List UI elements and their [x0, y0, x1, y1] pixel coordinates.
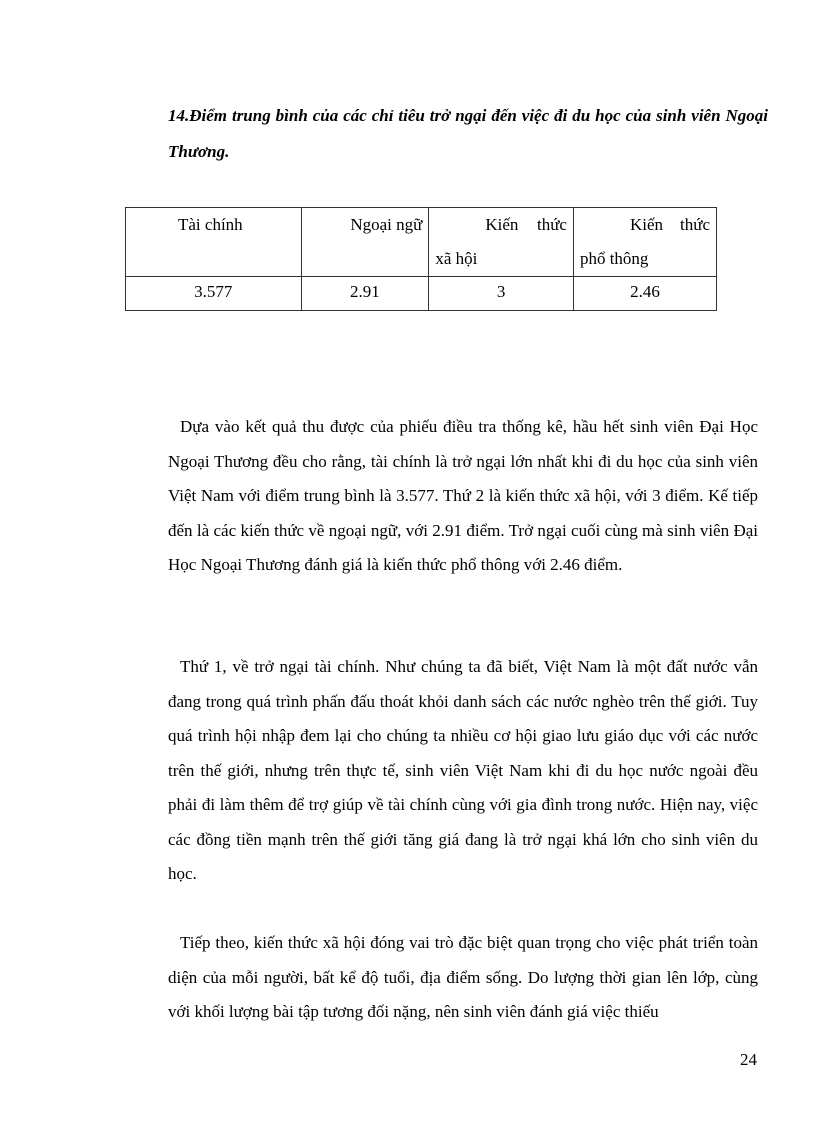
paragraph-finance: Thứ 1, về trở ngại tài chính. Như chúng ta đã biết, Việt Nam là một đất nước vẫn đang trong quá trình phấn đấu thoát khỏi danh sách các nước nghèo trên thế giới. Tuy quá trình hội nhập đem lại cho chúng ta nhiều cơ hội giao lưu giáo dục với các nước trên thế giới, nhưng trên thực tế, sinh viên Việt Nam khi đi du học nước ngoài đều phải đi làm thêm để trợ giúp về tài chính cùng với gia đình trong nước. Hiện nay, việc các đồng tiền mạnh trên thế giới tăng giá đang là trở ngại khá lớn cho sinh viên du học.	[168, 657, 758, 883]
value-general-knowledge: 2.46	[573, 277, 716, 311]
scores-table	[125, 207, 717, 311]
header-social-word-2: thức	[536, 215, 567, 234]
header-general-knowledge	[573, 208, 716, 277]
paragraph-social: Tiếp theo, kiến thức xã hội đóng vai trò đặc biệt quan trọng cho việc phát triển toàn diện của mỗi người, bất kể độ tuổi, địa điểm sống. Do lượng thời gian lên lớp, cùng với khối lượng bài tập tương đối nặng, nên sinh viên đánh giá việc thiếu	[168, 933, 758, 1021]
header-social-line-2: xã hội	[435, 249, 478, 268]
paragraph-results: Dựa vào kết quả thu được của phiếu điều tra thống kê, hầu hết sinh viên Đại Học Ngoại Thương đều cho rằng, tài chính là trở ngại lớn nhất khi đi du học của sinh viên Việt Nam với điểm trung bình là 3.577. Thứ 2 là kiến thức xã hội, với 3 điểm. Kế tiếp đến là các kiến thức về ngoại ngữ, với 2.91 điểm. Trở ngại cuối cùng mà sinh viên Đại Học Ngoại Thương đánh giá là kiến thức phổ thông với 2.46 điểm.	[168, 417, 758, 574]
value-social-knowledge: 3	[429, 277, 574, 311]
header-general-word-2: thức	[680, 215, 710, 234]
section-heading: 14.Điểm trung bình của các chỉ tiêu trở ngại đến việc đi du học của sinh viên Ngoại Thương.	[168, 106, 768, 161]
header-general-word-1: Kiến	[629, 215, 663, 234]
table-header-row	[126, 208, 717, 277]
value-finance: 3.577	[126, 277, 302, 311]
table-row	[126, 277, 717, 311]
header-social-word-1: Kiến	[485, 215, 519, 234]
header-language: Ngoại ngữ	[301, 208, 429, 277]
page-number: 24	[740, 1050, 757, 1069]
value-language: 2.91	[301, 277, 429, 311]
header-finance: Tài chính	[126, 208, 302, 277]
header-general-line-2: phổ thông	[579, 249, 649, 268]
header-social-knowledge	[429, 208, 574, 277]
